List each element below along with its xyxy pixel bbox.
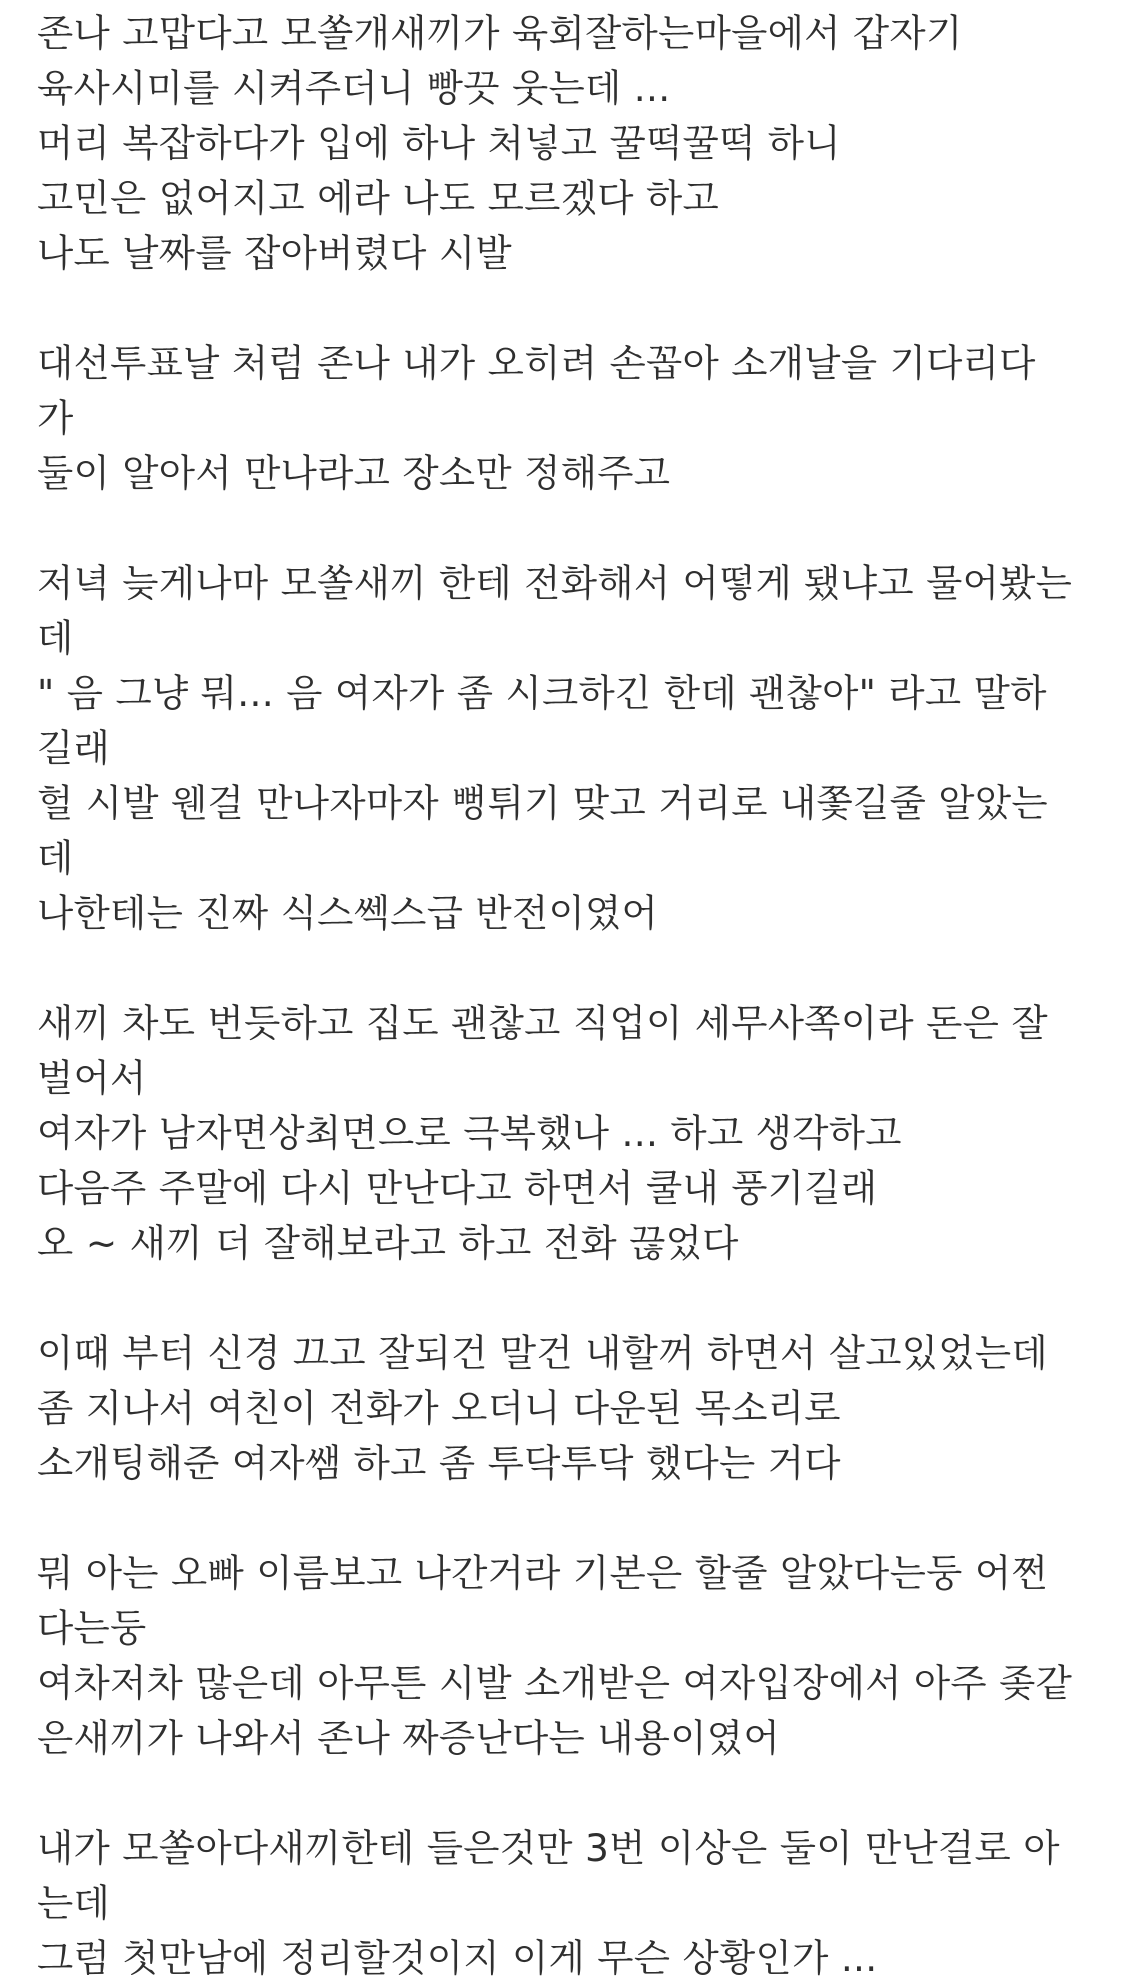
- text-line: 고민은 없어지고 에라 나도 모르겠다 하고: [37, 176, 720, 220]
- text-line: 내가 모쏠아다새끼한테 들은것만 3번 이상은 둘이 만난걸로 아: [37, 1826, 1060, 1870]
- text-line: 나한테는 진짜 식스쎅스급 반전이였어: [37, 891, 659, 935]
- paragraph-gap: [37, 1491, 1097, 1546]
- paragraph-gap: [37, 941, 1097, 996]
- text-line: 둘이 알아서 만나라고 장소만 정해주고: [37, 451, 671, 495]
- post-body: [37, 6, 1097, 1986]
- text-line: 오 ~ 새끼 더 잘해보라고 하고 전화 끊었다: [37, 1221, 739, 1265]
- paragraph-gap: [37, 1766, 1097, 1821]
- text-line: 여자가 남자면상최면으로 극복했나 ... 하고 생각하고: [37, 1111, 902, 1155]
- text-line: 뭐 아는 오빠 이름보고 나간거라 기본은 할줄 알았다는둥 어쩐: [37, 1551, 1048, 1595]
- text-line: 대선투표날 처럼 존나 내가 오히려 손꼽아 소개날을 기다리다: [37, 341, 1036, 385]
- paragraph-gap: [37, 501, 1097, 556]
- text-line: 길래: [37, 726, 111, 770]
- text-line: 머리 복잡하다가 입에 하나 처넣고 꿀떡꿀떡 하니: [37, 121, 841, 165]
- text-line: 다는둥: [37, 1606, 147, 1650]
- text-line: 소개팅해준 여자쌤 하고 좀 투닥투닥 했다는 거다: [37, 1441, 841, 1485]
- text-line: 데: [37, 616, 74, 660]
- text-line: 이때 부터 신경 끄고 잘되건 말건 내할꺼 하면서 살고있었는데: [37, 1331, 1048, 1375]
- paragraph-gap: [37, 281, 1097, 336]
- text-line: 나도 날짜를 잡아버렸다 시발: [37, 231, 512, 275]
- text-line: 육사시미를 시켜주더니 빵끗 웃는데 ...: [37, 66, 671, 110]
- text-line: 벌어서: [37, 1056, 147, 1100]
- text-line: 가: [37, 396, 74, 440]
- text-line: 헐 시발 웬걸 만나자마자 뻥튀기 맞고 거리로 내쫓길줄 알았는: [37, 781, 1048, 825]
- text-line: 는데: [37, 1881, 111, 1925]
- text-line: 은새끼가 나와서 존나 짜증난다는 내용이였어: [37, 1716, 780, 1760]
- text-line: 저녁 늦게나마 모쏠새끼 한테 전화해서 어떻게 됐냐고 물어봤는: [37, 561, 1073, 605]
- text-line: " 음 그냥 뭐... 음 여자가 좀 시크하긴 한데 괜찮아" 라고 말하: [37, 671, 1047, 715]
- paragraph-gap: [37, 1271, 1097, 1326]
- text-line: 데: [37, 836, 74, 880]
- text-line: 다음주 주말에 다시 만난다고 하면서 쿨내 풍기길래: [37, 1166, 878, 1210]
- text-line: 여차저차 많은데 아무튼 시발 소개받은 여자입장에서 아주 좆같: [37, 1661, 1073, 1705]
- text-line: 좀 지나서 여친이 전화가 오더니 다운된 목소리로: [37, 1386, 841, 1430]
- text-line: 존나 고맙다고 모쏠개새끼가 육회잘하는마을에서 갑자기: [37, 11, 963, 55]
- text-line: 새끼 차도 번듯하고 집도 괜찮고 직업이 세무사쪽이라 돈은 잘: [37, 1001, 1048, 1045]
- text-line: 그럼 첫만남에 정리할것이지 이게 무슨 상황인가 ...: [37, 1936, 878, 1980]
